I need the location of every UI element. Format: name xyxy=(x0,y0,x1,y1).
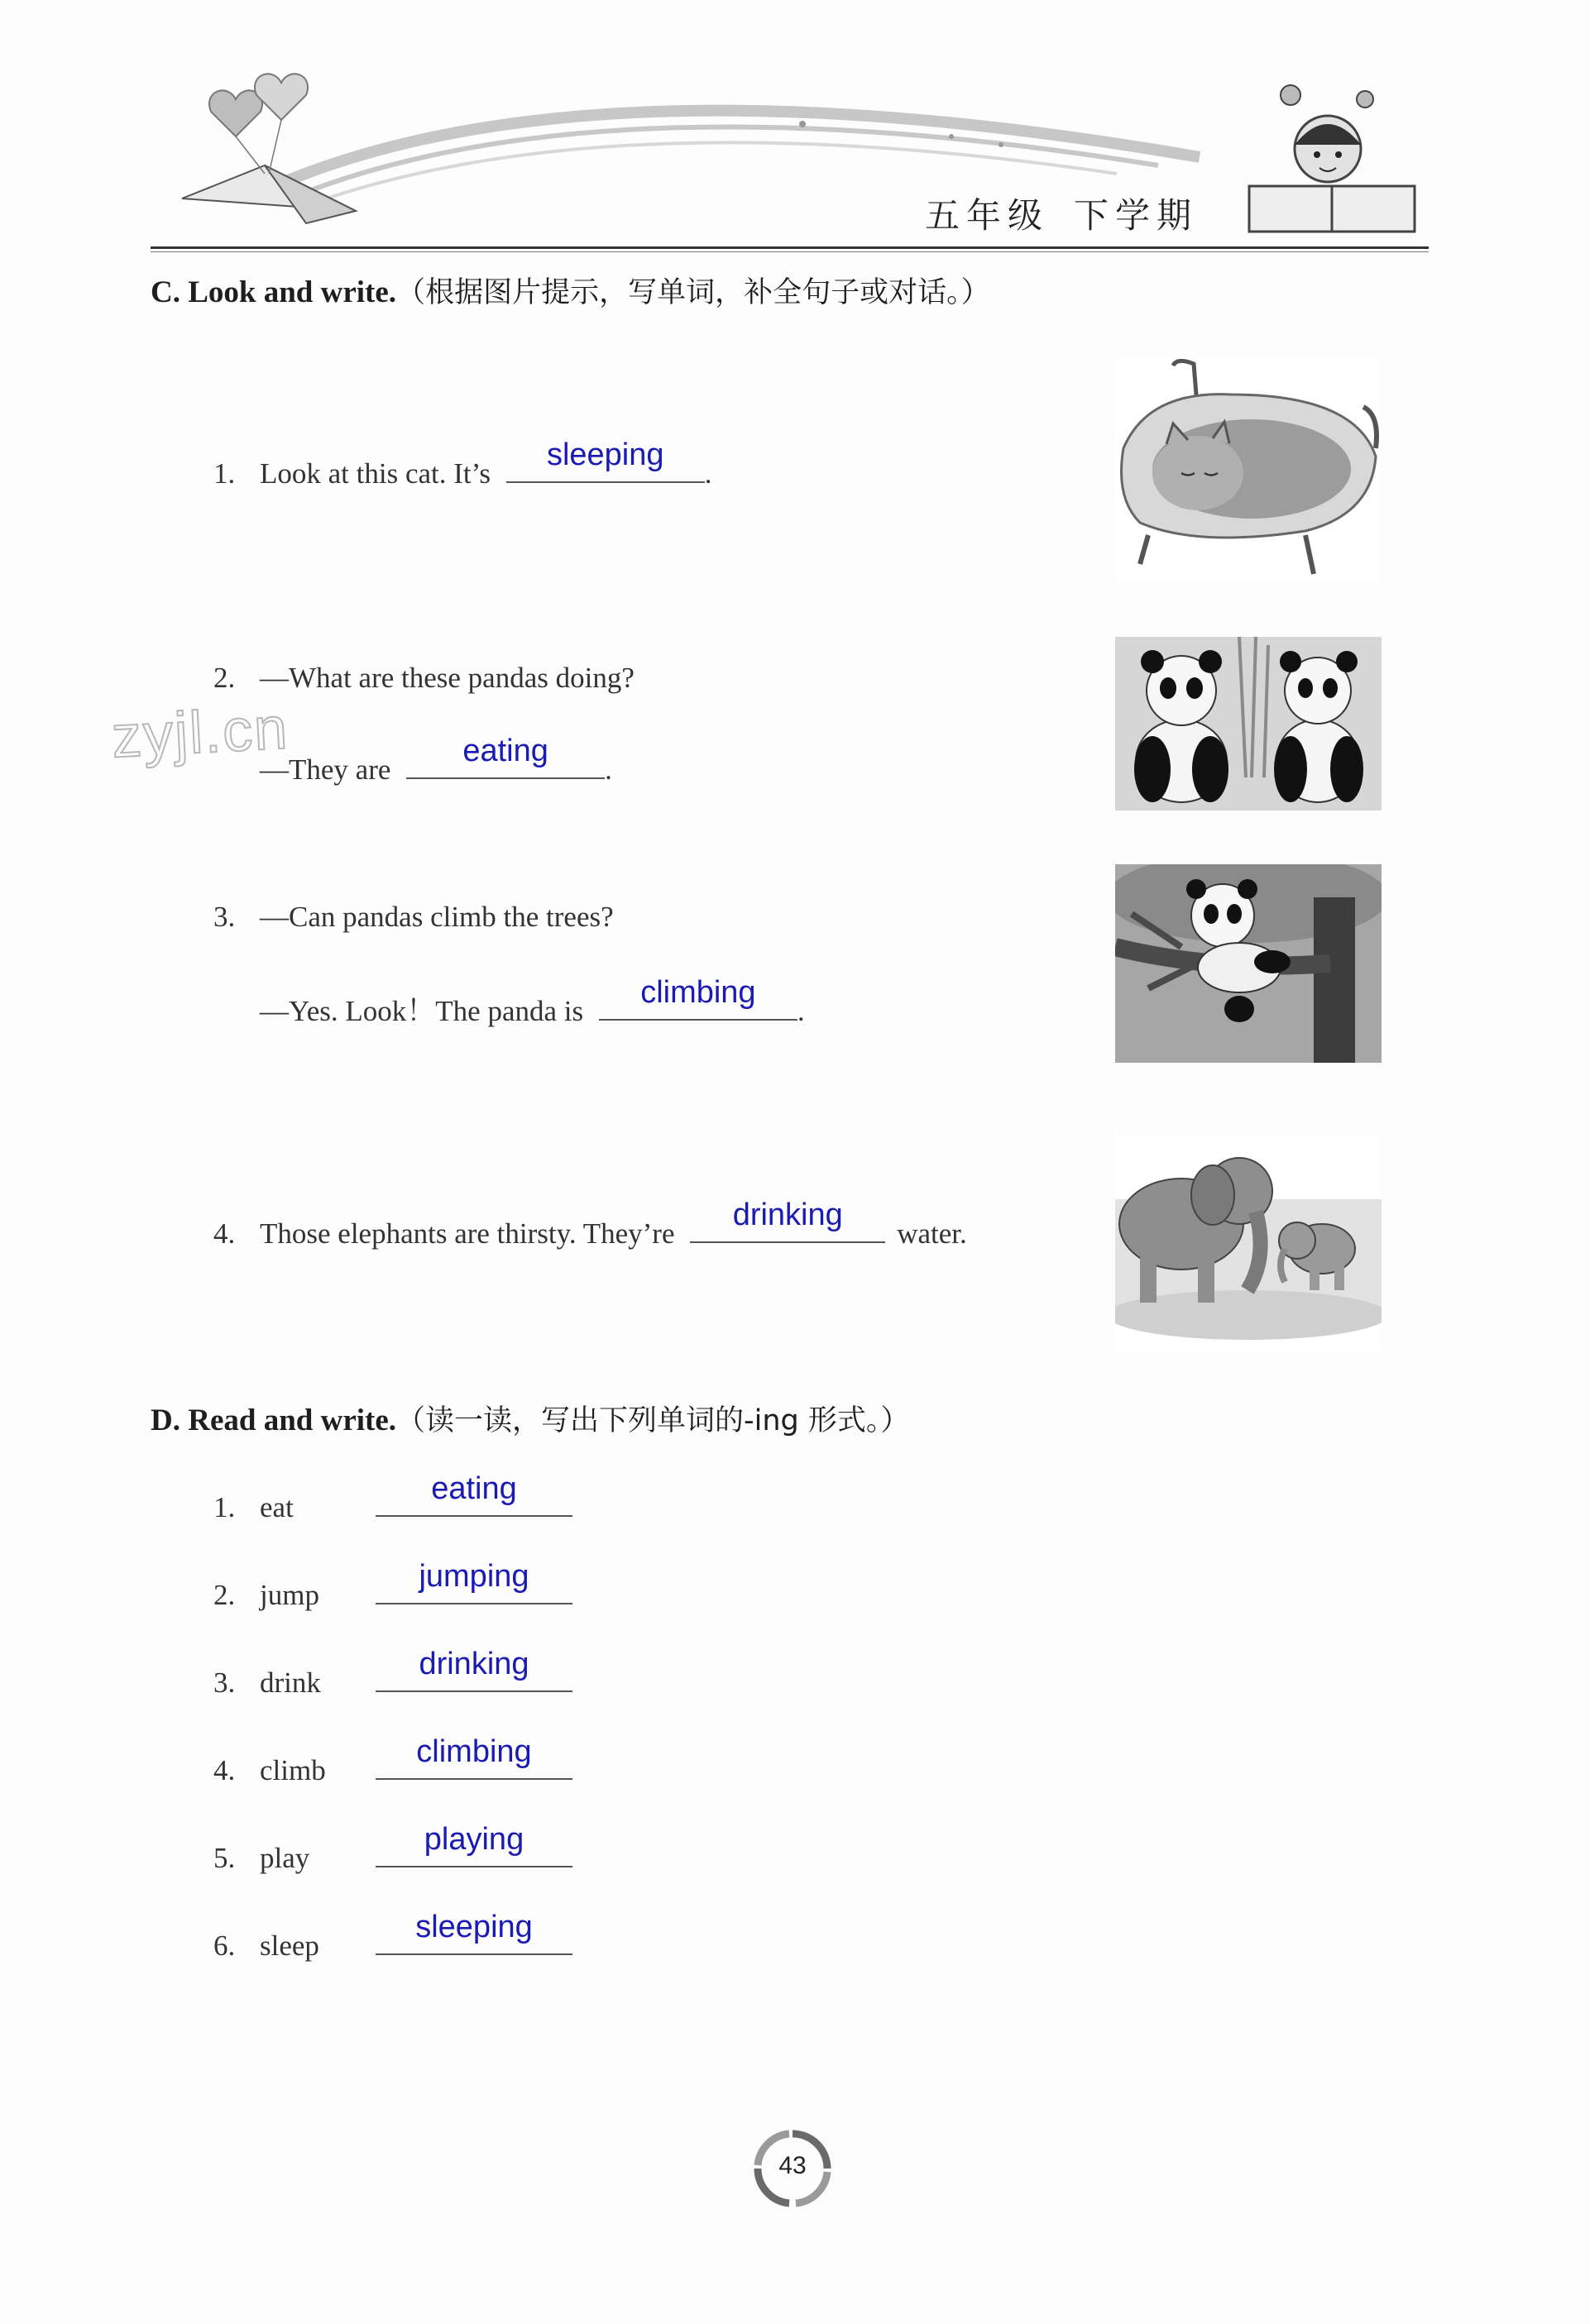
answer-blank[interactable] xyxy=(506,438,705,483)
handwritten-answer: playing xyxy=(424,1822,524,1857)
item-number: 2. xyxy=(213,1579,236,1611)
handwritten-answer: sleeping xyxy=(546,438,664,472)
answer-blank[interactable] xyxy=(376,1471,572,1517)
handwritten-answer: eating xyxy=(431,1471,517,1506)
grade-term-label xyxy=(925,189,1223,238)
item-number: 3. xyxy=(213,901,236,933)
section-c-title xyxy=(151,270,990,311)
elephants-drinking-picture xyxy=(1115,1133,1382,1352)
item-number: 4. xyxy=(213,1754,236,1786)
c-item-1 xyxy=(213,438,712,490)
item-word: play xyxy=(260,1842,310,1874)
page-number-badge xyxy=(753,2129,832,2208)
answer-blank[interactable] xyxy=(376,1910,572,1955)
pandas-eating-picture xyxy=(1115,637,1382,811)
answer-blank[interactable] xyxy=(376,1559,572,1604)
handwritten-answer: jumping xyxy=(419,1559,529,1594)
item-word: jump xyxy=(260,1579,319,1611)
item-number: 4. xyxy=(213,1217,236,1250)
item-number: 6. xyxy=(213,1929,236,1962)
c-item-3-answer-line xyxy=(260,975,805,1030)
handwritten-answer: drinking xyxy=(732,1198,843,1232)
item-number: 1. xyxy=(213,457,236,490)
c-item-4 xyxy=(213,1198,967,1250)
section-d-label: D. Read and write. xyxy=(151,1403,397,1437)
paper-plane-icon xyxy=(182,165,356,223)
c-item-2-question xyxy=(213,662,635,695)
item-question: —What are these pandas doing? xyxy=(260,662,635,694)
d-item-6 xyxy=(213,1910,572,1963)
handwritten-answer: climbing xyxy=(416,1734,532,1769)
c-item-3-question xyxy=(213,901,614,934)
page-number: 43 xyxy=(778,2152,807,2179)
item-word: sleep xyxy=(260,1929,319,1962)
item-text-after: . xyxy=(797,995,805,1027)
answer-blank[interactable] xyxy=(406,734,605,779)
section-d-title xyxy=(151,1398,909,1439)
section-c-instruction: （根据图片提示，写单词，补全句子或对话。） xyxy=(396,276,990,309)
sleeping-cat-picture xyxy=(1115,357,1382,582)
d-item-1 xyxy=(213,1471,572,1524)
item-text: —Yes. Look！The panda is xyxy=(260,995,584,1027)
item-word: eat xyxy=(260,1491,294,1523)
item-text: —They are xyxy=(260,753,391,786)
answer-blank[interactable] xyxy=(376,1647,572,1692)
heart-balloons-icon xyxy=(209,74,308,174)
item-number: 1. xyxy=(213,1491,236,1523)
reading-child-illustration xyxy=(1233,79,1431,240)
handwritten-answer: sleeping xyxy=(415,1910,533,1944)
item-word: climb xyxy=(260,1754,326,1786)
answer-blank[interactable] xyxy=(376,1822,572,1867)
item-word: drink xyxy=(260,1666,321,1699)
watermark: zyjl.cn xyxy=(110,695,290,771)
item-text: Look at this cat. It’s xyxy=(260,457,491,490)
item-question: —Can pandas climb the trees? xyxy=(260,901,614,933)
item-number: 5. xyxy=(213,1842,236,1874)
item-text-after: water. xyxy=(897,1217,967,1250)
section-d-instruction: （读一读，写出下列单词的-ing 形式。） xyxy=(396,1404,910,1437)
section-c-label: C. Look and write. xyxy=(151,275,397,309)
d-item-2 xyxy=(213,1559,572,1612)
handwritten-answer: climbing xyxy=(640,975,756,1010)
c-item-2-answer-line xyxy=(260,734,612,787)
header-divider-thin xyxy=(151,251,1429,252)
item-text-after: . xyxy=(605,753,612,786)
item-text: Those elephants are thirsty. They’re xyxy=(260,1217,675,1250)
d-item-4 xyxy=(213,1734,572,1787)
item-number: 2. xyxy=(213,662,236,694)
answer-blank[interactable] xyxy=(599,975,797,1021)
term-text: 下学期 xyxy=(1074,195,1199,236)
panda-climbing-tree-picture xyxy=(1115,864,1382,1063)
d-item-5 xyxy=(213,1822,572,1875)
d-item-3 xyxy=(213,1647,572,1700)
item-text-after: . xyxy=(704,457,712,490)
grade-text: 五年级 xyxy=(925,195,1050,236)
answer-blank[interactable] xyxy=(376,1734,572,1780)
header-divider xyxy=(151,246,1429,249)
handwritten-answer: eating xyxy=(462,734,548,768)
handwritten-answer: drinking xyxy=(419,1647,529,1681)
item-number: 3. xyxy=(213,1666,236,1699)
answer-blank[interactable] xyxy=(690,1198,885,1243)
